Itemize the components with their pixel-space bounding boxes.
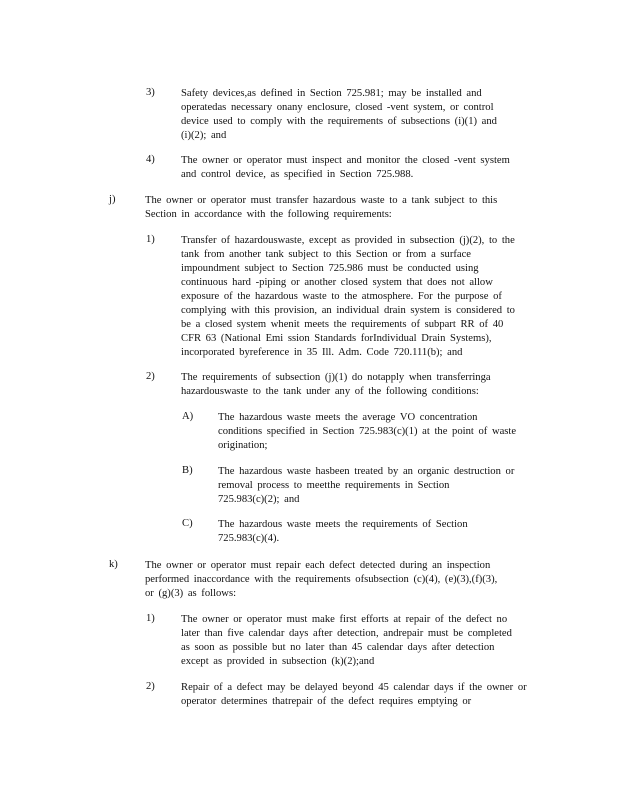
item-text (145, 194, 497, 222)
text-line: or (g)(3) as follows: (145, 588, 237, 599)
text-line: and control device, as specified in Section 725.988. (181, 169, 414, 180)
text-line: later than five calendar days after detection, andrepair must be completed (181, 628, 512, 639)
item-text (145, 559, 497, 601)
text-line: 725.983(c)(4). (218, 533, 280, 544)
item-text (218, 518, 468, 546)
text-line: Repair of a defect may be delayed beyond 45 calendar days if the owner or (181, 682, 527, 693)
text-line: The hazardous waste meets the requirements of Section (218, 519, 468, 530)
item-label: j) (109, 194, 116, 205)
text-line: tank from another tank subject to this Section or from a surface (181, 249, 471, 260)
item-label: 3) (146, 87, 155, 98)
text-line: The owner or operator must inspect and monitor the closed -vent system (181, 155, 510, 166)
text-line: impoundment subject to Section 725.986 must be conducted using (181, 263, 479, 274)
text-line: hazardouswaste to the tank under any of the following conditions: (181, 386, 479, 397)
item-text (181, 154, 510, 182)
item-label: 2) (146, 681, 155, 692)
item-label: B) (182, 465, 193, 476)
item-label: k) (109, 559, 118, 570)
text-line: (i)(2); and (181, 130, 227, 141)
text-line: The hazardous waste hasbeen treated by an organic destruction or (218, 466, 515, 477)
item-label: 1) (146, 613, 155, 624)
text-line: Section in accordance with the following requirements: (145, 209, 392, 220)
item-text (181, 234, 515, 360)
text-line: conditions specified in Section 725.983(c)(1) at the point of waste (218, 426, 517, 437)
text-line: except as provided in subsection (k)(2);and (181, 656, 375, 667)
item-text (218, 411, 516, 453)
item-text (181, 681, 527, 709)
text-line: operator determines thatrepair of the defect requires emptying or (181, 696, 472, 707)
text-line: origination; (218, 440, 268, 451)
text-line: 725.983(c)(2); and (218, 494, 300, 505)
item-text (181, 87, 497, 143)
text-line: Transfer of hazardouswaste, except as provided in subsection (j)(2), to the (181, 235, 515, 246)
item-text (218, 465, 514, 507)
text-line: be a closed system whenit meets the requirements of subpart RR of 40 (181, 319, 504, 330)
text-line: The requirements of subsection (j)(1) do notapply when transferringa (181, 372, 491, 383)
text-line: continuous hard -piping or another closed system that does not allow (181, 277, 493, 288)
text-line: performed inaccordance with the requirements ofsubsection (c)(4), (e)(3),(f)(3), (145, 574, 498, 585)
text-line: The owner or operator must transfer hazardous waste to a tank subject to this (145, 195, 498, 206)
text-line: exposure of the hazardous waste to the atmosphere. For the purpose of (181, 291, 502, 302)
text-line: The owner or operator must make first efforts at repair of the defect no (181, 614, 508, 625)
text-line: incorporated byreference in 35 Ill. Adm. Code 720.111(b); and (181, 347, 463, 358)
item-text (181, 613, 512, 669)
item-label: 1) (146, 234, 155, 245)
text-line: Safety devices,as defined in Section 725.981; may be installed and (181, 88, 482, 99)
item-label: A) (182, 411, 194, 422)
text-line: as soon as possible but no later than 45 calendar days after detection (181, 642, 495, 653)
text-line: operatedas necessary onany enclosure, closed -vent system, or control (181, 102, 494, 113)
item-label: 4) (146, 154, 155, 165)
item-label: C) (182, 518, 193, 529)
text-line: The owner or operator must repair each defect detected during an inspection (145, 560, 491, 571)
item-label: 2) (146, 371, 155, 382)
text-line: The hazardous waste meets the average VO concentration (218, 412, 478, 423)
text-line: device used to comply with the requirements of subsections (i)(1) and (181, 116, 497, 127)
item-text (181, 371, 491, 399)
text-line: complying with this provision, an individual drain system is considered to (181, 305, 515, 316)
text-line: removal process to meetthe requirements in Section (218, 480, 450, 491)
text-line: CFR 63 (National Emi ssion Standards forIndividual Drain Systems), (181, 333, 492, 344)
